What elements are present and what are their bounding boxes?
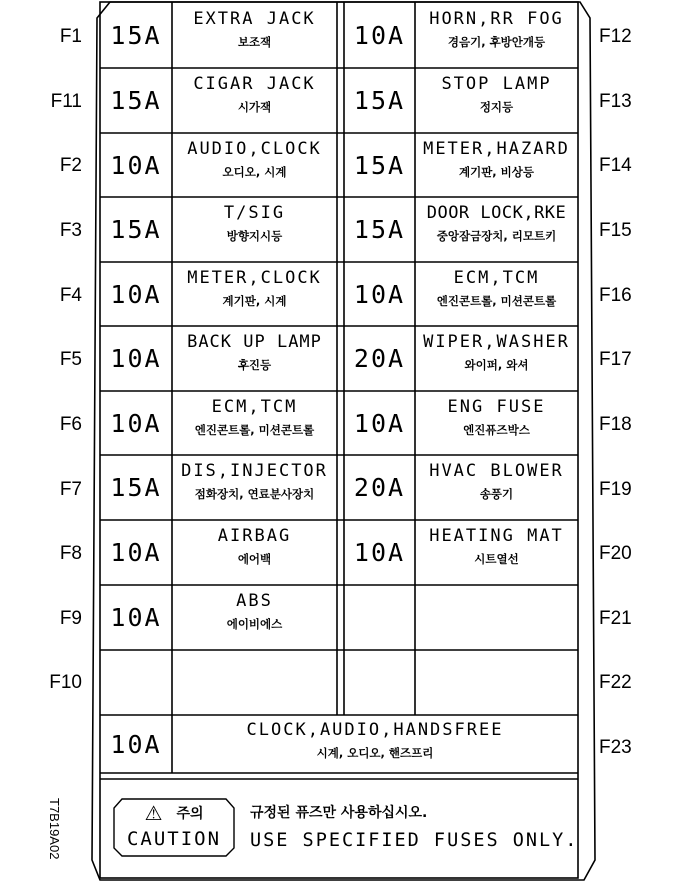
fuse-name-ko: 엔진퓨즈박스 (463, 423, 530, 437)
fuse-cell (415, 197, 578, 261)
fuse-label-F7: F7 (59, 479, 82, 500)
fuse-cell (415, 455, 578, 519)
fuse-name-ko: 계기판, 비상등 (458, 165, 535, 179)
fuse-amperage: 10A (110, 279, 162, 309)
fuse-label-F6: F6 (59, 414, 82, 435)
fuse-name-ko: 후진등 (237, 358, 272, 372)
fuse-name-ko: 송풍기 (479, 487, 514, 501)
fuse-label-F3: F3 (59, 220, 82, 241)
fuse-cell-empty (415, 585, 578, 649)
fuse-name-ko: 정지등 (479, 100, 514, 114)
fuse-amperage: 10A (353, 537, 406, 567)
fuse-amperage: 10A (110, 343, 162, 373)
fuse-name-ko: 시계, 오디오, 핸즈프리 (316, 746, 434, 760)
fuse-name-ko: 중앙잠금장치, 리모트키 (436, 229, 557, 243)
fuse-name-ko: 와이퍼, 와셔 (464, 358, 529, 372)
fuse-label-F5: F5 (59, 349, 82, 370)
fuse-cell (415, 262, 578, 326)
fuse-amperage: 15A (110, 85, 162, 115)
fuse-cell (415, 391, 578, 455)
fuse-label-F16: F16 (599, 285, 632, 306)
fuse-name-en: AIRBAG (217, 526, 292, 546)
fuse-amperage: 15A (353, 214, 406, 244)
caution-ko-word: 주의 (176, 806, 204, 822)
fuse-amperage: 15A (110, 472, 162, 502)
caution-ko-text: 규정된 퓨즈만 사용하십시오. (250, 805, 428, 821)
fuse-name-en: DOOR LOCK,RKE (426, 203, 567, 223)
fuse-name-en: DIS,INJECTOR (181, 461, 328, 481)
fuse-cell-wide (172, 714, 578, 772)
fuse-name-en: T/SIG (223, 203, 286, 223)
fuse-amperage: 10A (110, 150, 162, 180)
fuse-cell (172, 133, 337, 197)
fuse-label-F4: F4 (59, 285, 82, 306)
fuse-name-ko: 에이비에스 (226, 617, 283, 631)
fuse-cell (172, 520, 337, 584)
fuse-amperage: 10A (110, 730, 162, 759)
fuse-cell-empty (415, 650, 578, 714)
fuse-name-en: ENG FUSE (447, 397, 546, 417)
fuse-name-ko: 시트열선 (474, 552, 519, 566)
fuse-name-en: ECM,TCM (453, 268, 540, 288)
fuse-label-F11: F11 (50, 91, 82, 112)
fuse-name-en: CIGAR JACK (193, 74, 316, 94)
fuse-label-F21: F21 (599, 608, 632, 629)
fuse-cell (415, 133, 578, 197)
fuse-cell (172, 455, 337, 519)
fuse-name-ko: 방향지시등 (226, 229, 283, 243)
fuse-name-ko: 점화장치, 연료분사장치 (194, 487, 315, 501)
fuse-amperage: 20A (353, 343, 406, 373)
fuse-name-en: STOP LAMP (441, 74, 552, 94)
fuse-name-en: AUDIO,CLOCK (187, 139, 322, 159)
fuse-label-F1: F1 (59, 26, 82, 47)
fuse-amperage: 15A (353, 150, 406, 180)
fuse-amperage: 15A (353, 85, 406, 115)
fuse-name-ko: 시가잭 (237, 100, 272, 114)
fuse-cell (415, 326, 578, 390)
fuse-name-en: CLOCK,AUDIO,HANDSFREE (246, 720, 504, 740)
caution-en-text: USE SPECIFIED FUSES ONLY. (250, 830, 579, 851)
fuse-cell (172, 68, 337, 132)
caution-en-word: CAUTION (126, 828, 222, 850)
fuse-cell (172, 3, 337, 67)
fuse-cell (415, 520, 578, 584)
fuse-amperage: 15A (110, 20, 162, 50)
warning-icon: ⚠ (144, 801, 163, 825)
fuse-label-F14: F14 (599, 155, 632, 176)
fuse-label-F23: F23 (599, 737, 632, 758)
fuse-amperage-empty (344, 585, 415, 649)
fuse-amperage-empty (100, 650, 172, 714)
fuse-name-en: ABS (236, 591, 273, 611)
fuse-cell (172, 585, 337, 649)
fuse-name-ko: 보조잭 (237, 35, 272, 49)
fuse-name-ko: 오디오, 시계 (222, 165, 287, 179)
fuse-label-F22: F22 (599, 672, 632, 693)
fuse-name-en: HEATING MAT (429, 526, 564, 546)
fuse-name-en: HVAC BLOWER (429, 461, 564, 481)
fuse-name-ko: 엔진콘트롤, 미션콘트롤 (436, 294, 557, 308)
fuse-cell-empty (172, 650, 337, 714)
fuse-label-F12: F12 (599, 26, 632, 47)
fuse-name-en: METER,HAZARD (423, 139, 570, 159)
fuse-name-en: ECM,TCM (211, 397, 298, 417)
fuse-label-F20: F20 (599, 543, 632, 564)
caution-heading (122, 800, 226, 826)
fuse-cell (172, 391, 337, 455)
fuse-label-F13: F13 (599, 91, 632, 112)
fuse-amperage: 15A (110, 214, 162, 244)
fuse-name-ko: 엔진콘트롤, 미션콘트롤 (194, 423, 315, 437)
fuse-amperage: 10A (110, 408, 162, 438)
fuse-name-ko: 계기판, 시계 (222, 294, 287, 308)
fuse-amperage: 10A (110, 602, 162, 632)
fuse-name-en: HORN,RR FOG (429, 9, 564, 29)
fuse-cell (415, 68, 578, 132)
fuse-name-ko: 에어백 (237, 552, 272, 566)
fuse-name-ko: 경음기, 후방안개등 (447, 35, 546, 49)
fuse-name-en: WIPER,WASHER (423, 332, 570, 352)
fuse-amperage-empty (344, 650, 415, 714)
fuse-amperage: 10A (353, 408, 406, 438)
fuse-label-F19: F19 (599, 479, 632, 500)
fuse-amperage: 10A (110, 537, 162, 567)
diagram-code: T7B19A02 (47, 798, 62, 860)
fuse-label-F8: F8 (59, 543, 82, 564)
fuse-name-en: METER,CLOCK (187, 268, 322, 288)
fuse-cell (172, 326, 337, 390)
fuse-amperage: 10A (353, 279, 406, 309)
fuse-label-F15: F15 (599, 220, 632, 241)
fuse-label-F18: F18 (599, 414, 632, 435)
fuse-amperage: 10A (353, 20, 406, 50)
fuse-label-F10: F10 (49, 672, 82, 693)
fuse-name-en: BACK UP LAMP (187, 332, 322, 352)
fuse-cell (172, 262, 337, 326)
fuse-cell (172, 197, 337, 261)
fuse-name-en: EXTRA JACK (193, 9, 316, 29)
fuse-label-F9: F9 (59, 608, 82, 629)
fuse-amperage: 20A (353, 472, 406, 502)
fuse-label-F17: F17 (599, 349, 632, 370)
fuse-label-F2: F2 (59, 155, 82, 176)
fuse-cell (415, 3, 578, 67)
